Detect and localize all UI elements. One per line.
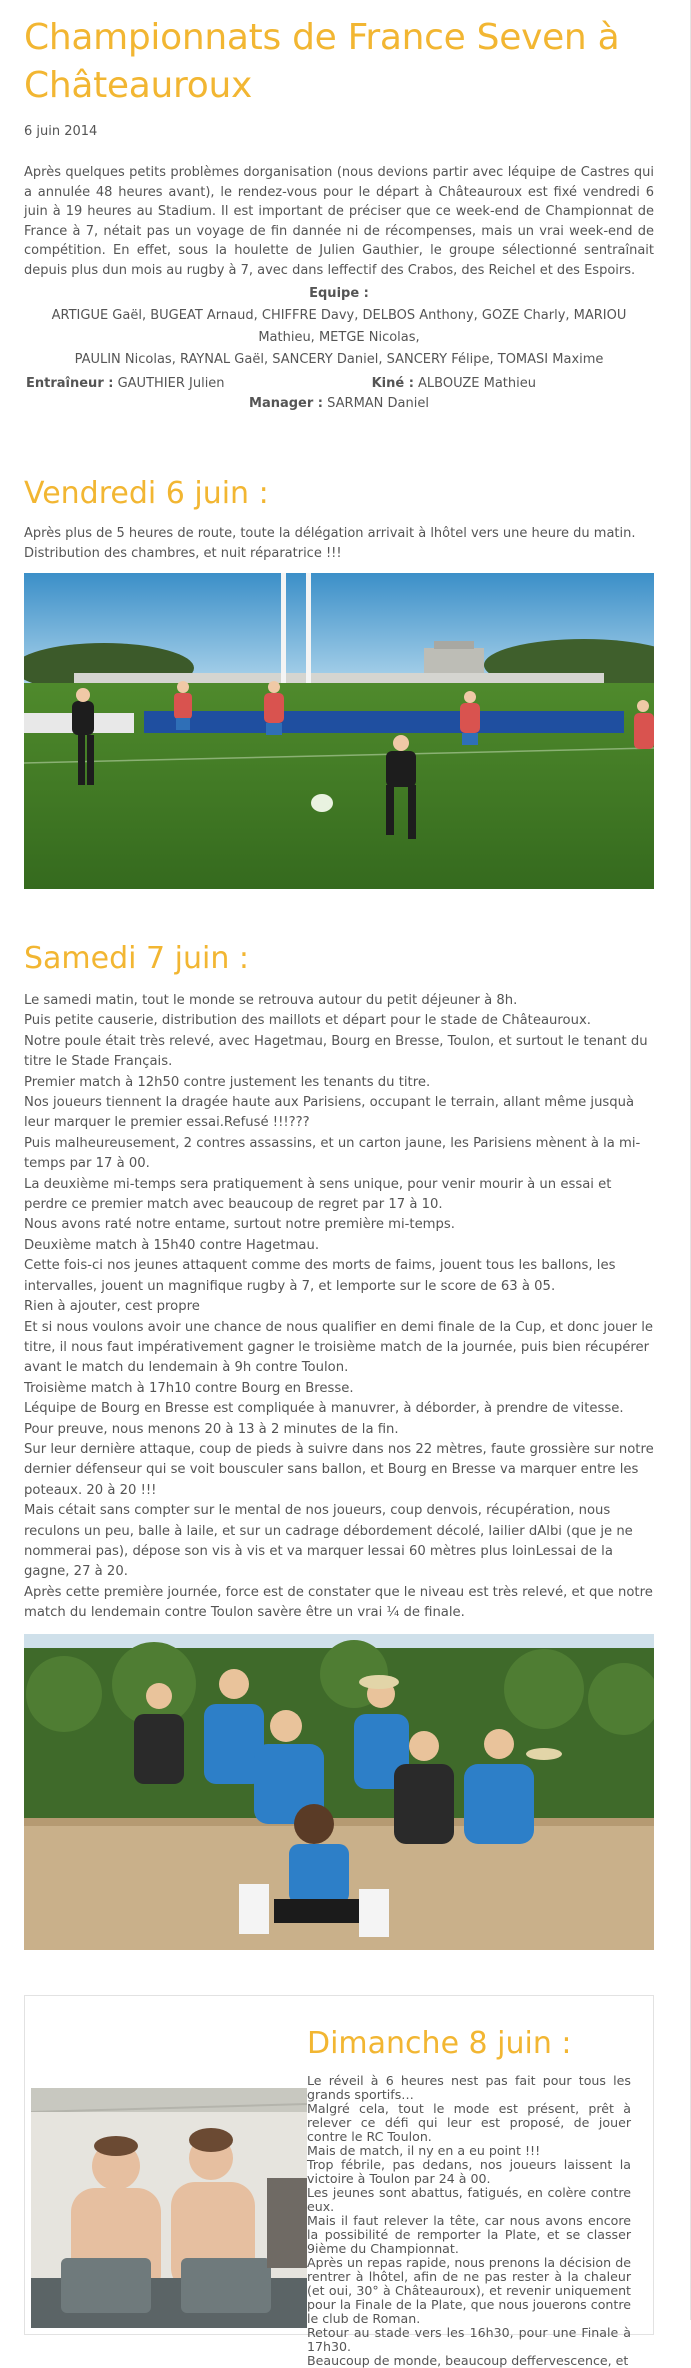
saturday-line: Puis petite causerie, distribution des maillots et départ pour le stade de Châteauroux. xyxy=(24,1013,591,1029)
saturday-heading: Samedi 7 juin : xyxy=(24,941,249,976)
team-line-1: ARTIGUE Gaël, BUGEAT Arnaud, CHIFFRE Davy, DELBOS Anthony, GOZE Charly, MARIOU xyxy=(51,308,627,323)
saturday-line: La deuxième mi-temps sera pratiquement à sens unique, pour venir mourir à un essai et perdre ce premier match avec beaucoup de regret par 17 à 10. xyxy=(24,1176,612,1213)
saturday-line: Notre poule était très relevé, avec Hagetmau, Bourg en Bresse, Toulon, et surtout le tenant du titre le Stade Français. xyxy=(24,1033,648,1070)
sunday-line: Retour au stade vers les 16h30, pour une Finale à 17h30. xyxy=(307,2325,631,2354)
physio-entry: Kiné : ALBOUZE Mathieu xyxy=(371,376,536,391)
saturday-line: Troisième match à 17h10 contre Bourg en Bresse. xyxy=(24,1380,354,1396)
saturday-line: Deuxième match à 15h40 contre Hagetmau. xyxy=(24,1237,320,1253)
sunday-line: Mais de match, il ny en a eu point !!! xyxy=(307,2143,541,2158)
saturday-line: Pour preuve, nous menons 20 à 13 à 2 minutes de la fin. xyxy=(24,1421,399,1437)
saturday-line: Rien à ajouter, cest propre xyxy=(24,1299,200,1315)
saturday-line: Après cette première journée, force est de constater que le niveau est très relevé, et que notre match du lendemain contre Toulon savère être un vrai ¼ de finale. xyxy=(24,1584,653,1621)
sunday-photo-image xyxy=(31,2088,307,2328)
friday-heading: Vendredi 6 juin : xyxy=(24,476,269,511)
saturday-line: Léquipe de Bourg en Bresse est compliquée à manuvrer, à déborder, à prendre de vitesse. xyxy=(24,1401,624,1417)
manager-entry: Manager : SARMAN Daniel xyxy=(249,396,429,411)
sunday-line: Mais il faut relever la tête, car nous avons encore la possibilité de remporter la Plate, et se classer 9ième du Championnat. xyxy=(307,2213,631,2256)
team-line-3: PAULIN Nicolas, RAYNAL Gaël, SANCERY Daniel, SANCERY Félipe, TOMASI Maxime xyxy=(74,352,604,367)
sunday-line: Après un repas rapide, nous prenons la décision de rentrer à lhôtel, afin de ne pas rester à la chaleur (et oui, 30° à Châteauroux), et revenir uniquement pour la Finale de la Plate, que nous jouerons contre le club de Roman. xyxy=(307,2255,631,2326)
sunday-line: Beaucoup de monde, beaucoup deffervescence, et xyxy=(307,2353,629,2368)
sunday-line: Trop fébrile, pas dedans, nos joueurs laissent la victoire à Toulon par 24 à 00. xyxy=(307,2157,631,2186)
sunday-heading: Dimanche 8 juin : xyxy=(307,2026,572,2061)
sunday-line: Le réveil à 6 heures nest pas fait pour tous les grands sportifs… xyxy=(307,2073,631,2102)
saturday-line: Le samedi matin, tout le monde se retrouva autour du petit déjeuner à 8h. xyxy=(24,993,518,1008)
saturday-line: Nos joueurs tiennent la dragée haute aux Parisiens, occupant le terrain, allant même jusquà leur marquer le premier essai.Refusé !!!??? xyxy=(24,1095,635,1131)
team-photo xyxy=(24,1634,654,1950)
saturday-line: Mais cétait sans compter sur le mental de nos joueurs, coup denvois, récupération, nous reculons un peu, balle à laile, et sur un cadrage débordement décolé, lailier dAlbi (que je ne nommerai pas), dépose son vis à vis et va marquer lessai 60 mètres plus loinLessai de la gagne, 27 à 20. xyxy=(24,1503,633,1580)
match-photo-image xyxy=(24,573,654,889)
saturday-line: Et si nous voulons avoir une chance de nous qualifier en demi finale de la Cup, et donc jouer le titre, il nous faut impérativement gagner le troisième match de la journée, puis bien récupérer avant le match du lendemain à 9h contre Toulon. xyxy=(24,1319,654,1376)
article-title: Championnats de France Seven à Châteauroux xyxy=(24,17,620,106)
saturday-text xyxy=(24,991,654,1624)
sunday-text xyxy=(307,2074,631,2368)
match-photo xyxy=(24,573,654,889)
sunday-section xyxy=(24,1995,654,2368)
article-date: 6 juin 2014 xyxy=(24,124,98,139)
team-block xyxy=(24,284,654,414)
sunday-line: Malgré cela, tout le mode est présent, prêt à relever ce défi qui leur est proposé, de jouer contre le RC Toulon. xyxy=(307,2101,631,2144)
sunday-line: Les jeunes sont abattus, fatigués, en colère contre eux. xyxy=(307,2185,631,2214)
sunday-text-column xyxy=(307,2026,631,2368)
saturday-line: Premier match à 12h50 contre justement les tenants du titre. xyxy=(24,1074,431,1090)
coach-entry: Entraîneur : GAUTHIER Julien xyxy=(26,376,225,391)
team-photo-image xyxy=(24,1634,654,1950)
friday-text: Après plus de 5 heures de route, toute la délégation arrivait à lhôtel vers une heure du matin. Distribution des chambres, et nuit réparatrice !!! xyxy=(24,526,636,561)
staff-row xyxy=(24,374,654,394)
saturday-line: Nous avons raté notre entame, surtout notre première mi-temps. xyxy=(24,1217,455,1233)
saturday-line: Cette fois-ci nos jeunes attaquent comme des morts de faims, jouent tous les ballons, les intervalles, jouent un magnifique rugby à 7, et lemporte sur le score de 63 à 05. xyxy=(24,1258,616,1294)
sunday-photo xyxy=(31,2088,307,2328)
team-line-2: Mathieu, METGE Nicolas, xyxy=(258,330,420,345)
article-content xyxy=(24,0,654,1950)
saturday-line: Puis malheureusement, 2 contres assassins, et un carton jaune, les Parisiens mènent à la mi-temps par 17 à 00. xyxy=(24,1135,641,1172)
intro-paragraph: Après quelques petits problèmes dorganisation (nous devions partir avec léquipe de Castres qui a annulée 48 heures avant), le rendez-vous pour le départ à Châteauroux est fixé vendredi 6 juin à 19 heures au Stadium. Il est important de préciser que ce week-end de Championnat de France à 7, nétait pas un voyage de fin dannée ni de récompenses, mais un vrai week-end de compétition. En effet, sous la houlette de Julien Gauthier, le groupe sélectionné sentraînait depuis plus dun mois au rugby à 7, avec dans leffectif des Crabos, des Reichel et des Espoirs. xyxy=(24,165,654,278)
team-heading: Equipe : xyxy=(309,286,369,301)
saturday-line: Sur leur dernière attaque, coup de pieds à suivre dans nos 22 mètres, faute grossière sur notre dernier défenseur qui se voit bousculer sans ballon, et Bourg en Bresse va marquer entre les poteaux. 20 à 20 !!! xyxy=(24,1441,654,1498)
